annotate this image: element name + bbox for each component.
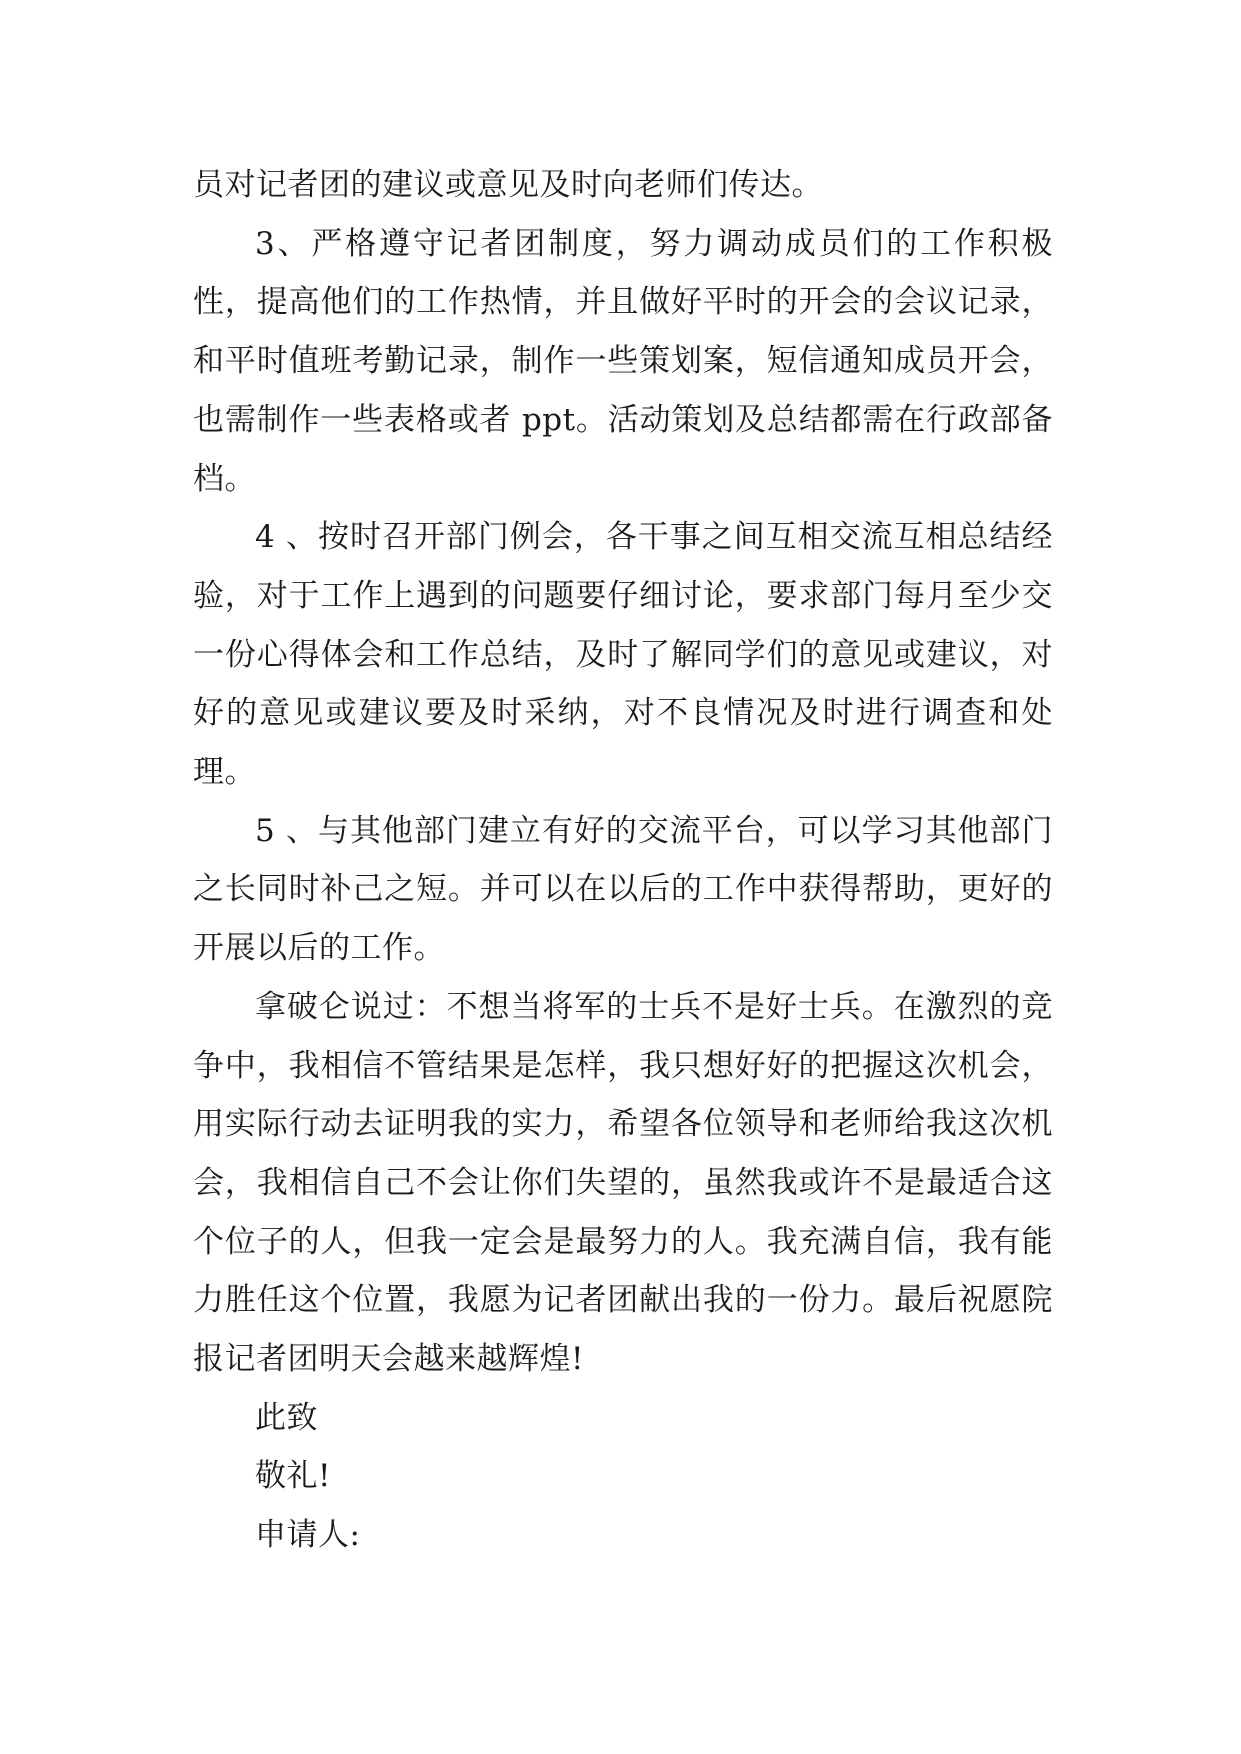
document-body xyxy=(193,156,1053,1565)
paragraph-item-5: 5 、与其他部门建立有好的交流平台，可以学习其他部门之长同时补己之短。并可以在以后的工作中获得帮助，更好的开展以后的工作。 xyxy=(193,812,1053,967)
paragraph-conclusion: 拿破仑说过：不想当将军的士兵不是好士兵。在激烈的竞争中，我相信不管结果是怎样，我只想好好的把握这次机会，用实际行动去证明我的实力，希望各位领导和老师给我这次机会，我相信自己不会让你们失望的，虽然我或许不是最适合这个位子的人，但我一定会是最努力的人。我充满自信，我有能力胜任这个位置，我愿为记者团献出我的一份力。最后祝愿院报记者团明天会越来越辉煌! xyxy=(193,988,1053,1378)
paragraph-item-3: 3、严格遵守记者团制度，努力调动成员们的工作积极性，提高他们的工作热情，并且做好平时的开会的会议记录，和平时值班考勤记录，制作一些策划案，短信通知成员开会，也需制作一些表格或者 ppt。活动策划及总结都需在行政部备档。 xyxy=(193,225,1053,497)
closing-regards: 敬礼! xyxy=(255,1458,331,1495)
closing-salutation: 此致 xyxy=(255,1399,318,1436)
paragraph-item-4: 4 、按时召开部门例会，各干事之间互相交流互相总结经验，对于工作上遇到的问题要仔细讨论，要求部门每月至少交一份心得体会和工作总结，及时了解同学们的意见或建议，对好的意见或建议要及时采纳，对不良情况及时进行调查和处理。 xyxy=(193,519,1053,791)
paragraph-continuation: 员对记者团的建议或意见及时向老师们传达。 xyxy=(193,167,823,203)
closing-block xyxy=(193,1389,1053,1565)
applicant-label: 申请人: xyxy=(255,1517,361,1554)
